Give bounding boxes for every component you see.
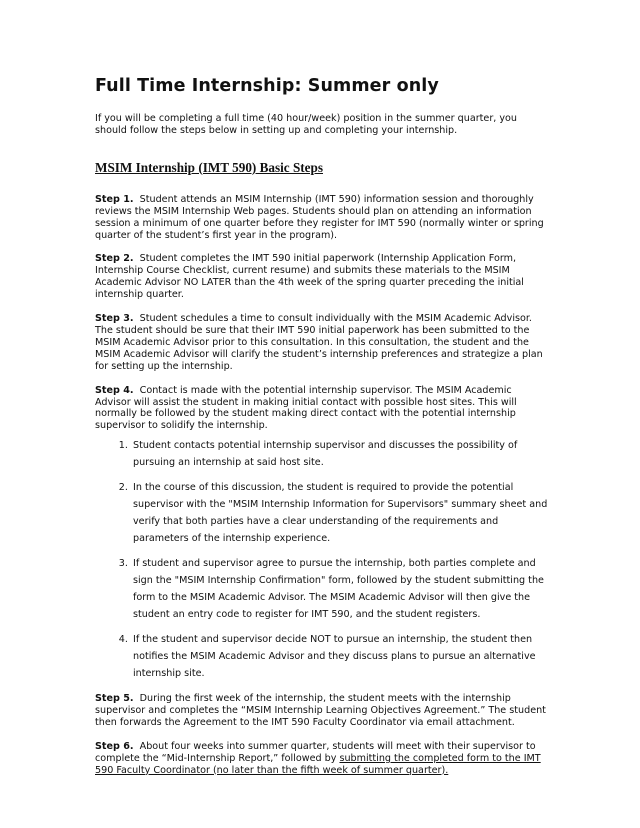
step-5 (95, 693, 550, 729)
step-label: Step 6. (95, 740, 134, 752)
step-text: Student schedules a time to consult individually with the MSIM Academic Advisor. The student should be sure that their IMT 590 initial paperwork has been submitted to the MSIM Academic Advisor prior to this consultation. In this consultation, the student and the MSIM Academic Advisor will clarify the student’s internship preferences and strategize a plan for setting up the internship. (95, 313, 543, 372)
step-label: Step 4. (95, 384, 134, 396)
step-3 (95, 313, 550, 373)
list-item: 1. Student contacts potential internship supervisor and discusses the possibility of pursuing an internship at said host site. (131, 437, 550, 471)
step-text: Student attends an MSIM Internship (IMT 590) information session and thoroughly reviews the MSIM Internship Web pages. Students should plan on attending an information session a minimum of one quarter before they register for IMT 590 (normally winter or spring quarter of the student’s first year in the program). (95, 193, 544, 241)
step-4 (95, 385, 550, 433)
step-1 (95, 194, 550, 242)
step-2 (95, 253, 550, 301)
page-title: Full Time Internship: Summer only (95, 76, 439, 96)
underlined-deadline-text: submitting the completed form to the IMT 590 Faculty Coordinator (no later than the fifth week of summer quarter). (95, 752, 541, 776)
list-item: 3. If student and supervisor agree to pursue the internship, both parties complete and sign the "MSIM Internship Confirmation" form, followed by the student submitting the form to the MSIM Academic Advisor. The MSIM Academic Advisor will then give the student an entry code to register for IMT 590, and the student registers. (131, 555, 550, 623)
step-label: Step 5. (95, 693, 134, 705)
step-4-list (95, 437, 550, 682)
step-label: Step 1. (95, 193, 134, 205)
step-text: Contact is made with the potential internship supervisor. The MSIM Academic Advisor will assist the student in making initial contact with possible host sites. This will normally be followed by the student making direct contact with the potential internship supervisor to solidify the internship. (95, 384, 517, 432)
step-text: During the first week of the internship, the student meets with the internship supervisor and completes the “MSIM Internship Learning Objectives Agreement.” The student then forwards the Agreement to the IMT 590 Faculty Coordinator via email attachment. (95, 693, 546, 729)
step-label: Step 2. (95, 253, 134, 265)
step-6 (95, 741, 550, 777)
step-text: Student completes the IMT 590 initial paperwork (Internship Application Form, Internship Course Checklist, current resume) and submits these materials to the MSIM Academic Advisor NO LATER than the 4th week of the spring quarter preceding the initial internship quarter. (95, 253, 524, 301)
list-item: 2. In the course of this discussion, the student is required to provide the potential supervisor with the "MSIM Internship Information for Supervisors" summary sheet and verify that both parties have a clear understanding of the requirements and parameters of the internship experience. (131, 479, 550, 547)
list-item: 4. If the student and supervisor decide NOT to pursue an internship, the student then notifies the MSIM Academic Advisor and they discuss plans to pursue an alternative internship site. (131, 631, 550, 682)
step-text: About four weeks into summer quarter, students will meet with their supervisor to complete the “Mid-Internship Report,” followed by (95, 740, 536, 764)
step-label: Step 3. (95, 313, 134, 325)
intro-paragraph: If you will be completing a full time (40 hour/week) position in the summer quarter, you should follow the steps below in setting up and completing your internship. (95, 113, 517, 136)
section-heading: MSIM Internship (IMT 590) Basic Steps (95, 159, 323, 175)
